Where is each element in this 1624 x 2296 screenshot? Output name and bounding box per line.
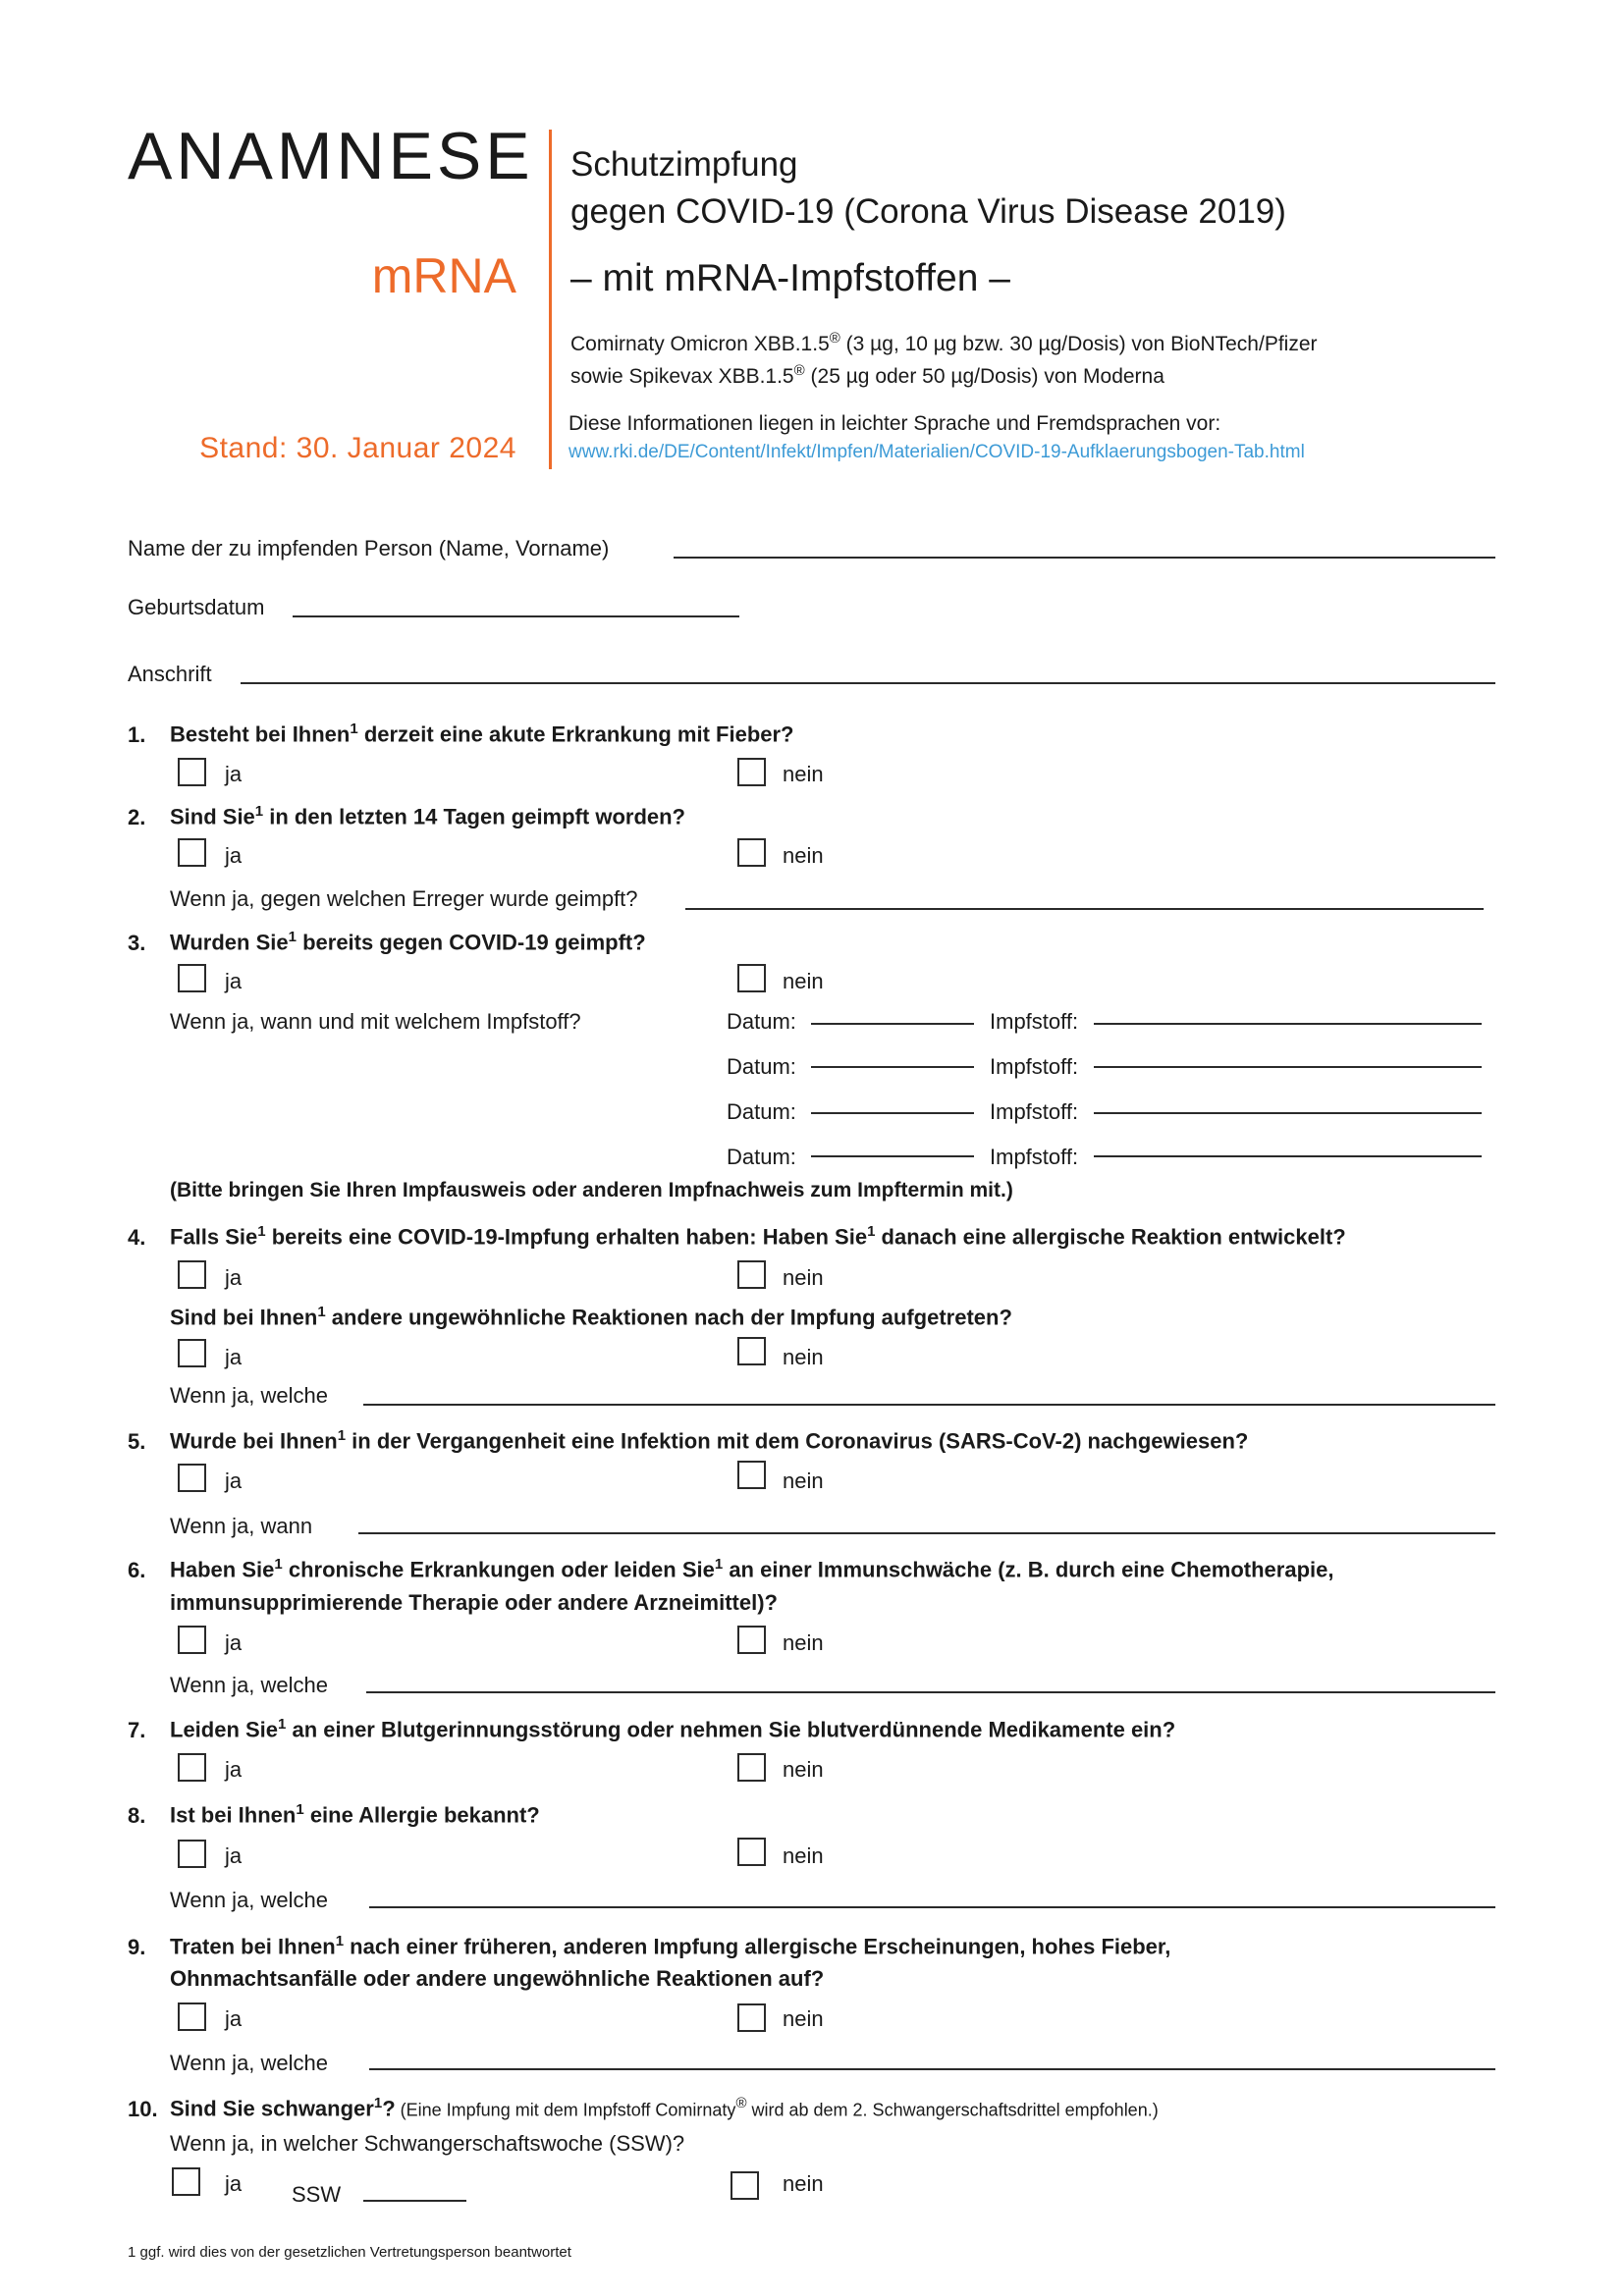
q5-no-checkbox[interactable] — [737, 1461, 766, 1489]
q1-no-label: nein — [783, 762, 824, 786]
heading-line-1: Schutzimpfung — [570, 145, 798, 184]
q3-date-field-4[interactable] — [811, 1155, 974, 1157]
q4-no-checkbox[interactable] — [737, 1260, 766, 1289]
q10-no-checkbox[interactable] — [731, 2171, 759, 2200]
question-9-text-line2: Ohnmachtsanfälle oder andere ungewöhnliche Reaktionen auf? — [170, 1966, 825, 1991]
q6-yes-checkbox[interactable] — [178, 1626, 206, 1654]
product-line-1: Comirnaty Omicron XBB.1.5® (3 µg, 10 µg bzw. 30 µg/Dosis) von BioNTech/Pfizer — [570, 330, 1318, 355]
q1-yes-checkbox[interactable] — [178, 758, 206, 786]
q3-date-field-2[interactable] — [811, 1066, 974, 1068]
q3-no-checkbox[interactable] — [737, 964, 766, 992]
q3-yes-checkbox[interactable] — [178, 964, 206, 992]
q2-no-checkbox[interactable] — [737, 838, 766, 867]
q8-followup-label: Wenn ja, welche — [170, 1888, 329, 1912]
q4b-yes-checkbox[interactable] — [178, 1339, 206, 1367]
question-10-text: Sind Sie schwanger$^1$? (Eine Impfung mit dem Impfstoff Comirnaty® wird ab dem 2. Schwangerschaftsdrittel empfohlen.) — [170, 2095, 1159, 2121]
birthdate-label: Geburtsdatum — [128, 595, 265, 619]
q10-yes-checkbox[interactable] — [172, 2167, 200, 2196]
q7-yes-checkbox[interactable] — [178, 1753, 206, 1782]
q4-followup-field[interactable] — [363, 1404, 1495, 1406]
birthdate-field[interactable] — [293, 615, 739, 617]
q8-yes-checkbox[interactable] — [178, 1840, 206, 1868]
q3-vaccine-field-3[interactable] — [1094, 1112, 1482, 1114]
q6-followup-field[interactable] — [366, 1691, 1495, 1693]
q9-yes-label: ja — [225, 2006, 243, 2031]
question-2-text: Sind Sie$^1$ in den letzten 14 Tagen geimpft worden? — [170, 803, 685, 829]
q3-vaccine-label: Impfstoff: — [990, 1009, 1079, 1034]
q3-no-label: nein — [783, 969, 824, 993]
q3-date-label: Datum: — [727, 1054, 796, 1079]
q5-yes-checkbox[interactable] — [178, 1464, 206, 1492]
q8-no-checkbox[interactable] — [737, 1838, 766, 1866]
header-divider — [549, 130, 552, 469]
q3-vaccine-field-2[interactable] — [1094, 1066, 1482, 1068]
q2-followup-label: Wenn ja, gegen welchen Erreger wurde geimpft? — [170, 886, 638, 911]
q9-no-label: nein — [783, 2006, 824, 2031]
q3-vaccine-label: Impfstoff: — [990, 1099, 1079, 1124]
info-text: Diese Informationen liegen in leichter Sprache und Fremdsprachen vor: — [568, 412, 1221, 435]
q5-followup-field[interactable] — [358, 1532, 1495, 1534]
question-8-text: Ist bei Ihnen$^1$ eine Allergie bekannt? — [170, 1801, 540, 1828]
q6-followup-label: Wenn ja, welche — [170, 1673, 329, 1697]
q3-yes-label: ja — [225, 969, 243, 993]
question-number: 9. — [128, 1935, 146, 1959]
q2-no-label: nein — [783, 843, 824, 868]
q2-followup-field[interactable] — [685, 908, 1484, 910]
question-number: 2. — [128, 805, 146, 829]
q7-yes-label: ja — [225, 1757, 243, 1782]
q10-no-label: nein — [783, 2171, 824, 2196]
question-5-text: Wurde bei Ihnen$^1$ in der Vergangenheit eine Infektion mit dem Coronavirus (SARS-CoV-2) nachgewiesen? — [170, 1427, 1249, 1454]
q4-yes-label: ja — [225, 1265, 243, 1290]
q4-no-label: nein — [783, 1265, 824, 1290]
q9-followup-label: Wenn ja, welche — [170, 2051, 329, 2075]
question-number: 7. — [128, 1718, 146, 1742]
question-7-text: Leiden Sie$^1$ an einer Blutgerinnungsstörung oder nehmen Sie blutverdünnende Medikamente ein? — [170, 1716, 1176, 1742]
question-number: 6. — [128, 1558, 146, 1582]
question-6-text: Haben Sie$^1$ chronische Erkrankungen oder leiden Sie$^1$ an einer Immunschwäche (z. B. durch eine Chemotherapie, — [170, 1556, 1334, 1582]
question-6-text-line2: immunsupprimierende Therapie oder andere Arzneimittel)? — [170, 1590, 778, 1615]
heading-line-2: gegen COVID-19 (Corona Virus Disease 2019) — [570, 192, 1286, 231]
question-number: 4. — [128, 1225, 146, 1250]
question-9-text: Traten bei Ihnen$^1$ nach einer früheren, anderen Impfung allergische Erscheinungen, hohes Fieber, — [170, 1933, 1171, 1959]
form-date: Stand: 30. Januar 2024 — [199, 432, 516, 464]
q7-no-checkbox[interactable] — [737, 1753, 766, 1782]
q7-no-label: nein — [783, 1757, 824, 1782]
q3-date-label: Datum: — [727, 1145, 796, 1169]
question-number: 3. — [128, 931, 146, 955]
name-label: Name der zu impfenden Person (Name, Vorname) — [128, 536, 610, 561]
q6-no-checkbox[interactable] — [737, 1626, 766, 1654]
product-line-2: sowie Spikevax XBB.1.5® (25 µg oder 50 µg/Dosis) von Moderna — [570, 362, 1164, 388]
q9-no-checkbox[interactable] — [737, 2003, 766, 2032]
q3-vaccine-field-4[interactable] — [1094, 1155, 1482, 1157]
heading-line-3: – mit mRNA-Impfstoffen – — [570, 257, 1010, 299]
info-link[interactable]: www.rki.de/DE/Content/Infekt/Impfen/Materialien/COVID-19-Aufklaerungsbogen-Tab.html — [568, 442, 1305, 462]
q3-note: (Bitte bringen Sie Ihren Impfausweis oder anderen Impfnachweis zum Impftermin mit.) — [170, 1179, 1013, 1201]
question-1-text: Besteht bei Ihnen$^1$ derzeit eine akute Erkrankung mit Fieber? — [170, 721, 794, 747]
question-4b-text: Sind bei Ihnen$^1$ andere ungewöhnliche Reaktionen nach der Impfung aufgetreten? — [170, 1304, 1012, 1330]
q5-no-label: nein — [783, 1468, 824, 1493]
q3-date-field-3[interactable] — [811, 1112, 974, 1114]
q3-vaccine-label: Impfstoff: — [990, 1054, 1079, 1079]
q4-followup-label: Wenn ja, welche — [170, 1383, 329, 1408]
q4b-yes-label: ja — [225, 1345, 243, 1369]
footnote: 1 ggf. wird dies von der gesetzlichen Vertretungsperson beantwortet — [128, 2244, 571, 2261]
ssw-label: SSW — [292, 2182, 342, 2207]
vaccine-type-tag: mRNA — [371, 248, 516, 303]
q10-yes-label: ja — [225, 2171, 243, 2196]
q3-vaccine-field-1[interactable] — [1094, 1023, 1482, 1025]
q1-yes-label: ja — [225, 762, 243, 786]
q4-yes-checkbox[interactable] — [178, 1260, 206, 1289]
question-3-text: Wurden Sie$^1$ bereits gegen COVID-19 geimpft? — [170, 929, 646, 955]
q8-followup-field[interactable] — [369, 1906, 1495, 1908]
q3-date-label: Datum: — [727, 1099, 796, 1124]
question-4-text: Falls Sie$^1$ bereits eine COVID-19-Impfung erhalten haben: Haben Sie$^1$ danach eine allergische Reaktion entwickelt? — [170, 1223, 1346, 1250]
q8-yes-label: ja — [225, 1843, 243, 1868]
q4b-no-checkbox[interactable] — [737, 1337, 766, 1365]
q3-followup-label: Wenn ja, wann und mit welchem Impfstoff? — [170, 1009, 581, 1034]
q2-yes-checkbox[interactable] — [178, 838, 206, 867]
q10-followup-label: Wenn ja, in welcher Schwangerschaftswoche (SSW)? — [170, 2131, 685, 2156]
q1-no-checkbox[interactable] — [737, 758, 766, 786]
q2-yes-label: ja — [225, 843, 243, 868]
question-number: 5. — [128, 1429, 146, 1454]
question-number: 8. — [128, 1803, 146, 1828]
name-field[interactable] — [674, 557, 1495, 559]
q3-date-field-1[interactable] — [811, 1023, 974, 1025]
q3-vaccine-label: Impfstoff: — [990, 1145, 1079, 1169]
q6-no-label: nein — [783, 1630, 824, 1655]
q6-yes-label: ja — [225, 1630, 243, 1655]
form-title: ANAMNESE — [128, 119, 534, 193]
q4b-no-label: nein — [783, 1345, 824, 1369]
q9-followup-field[interactable] — [369, 2068, 1495, 2070]
q5-yes-label: ja — [225, 1468, 243, 1493]
question-number: 1. — [128, 722, 146, 747]
q5-followup-label: Wenn ja, wann — [170, 1514, 313, 1538]
address-field[interactable] — [241, 682, 1495, 684]
ssw-field[interactable] — [363, 2200, 466, 2202]
q9-yes-checkbox[interactable] — [178, 2002, 206, 2031]
question-number: 10. — [128, 2097, 158, 2121]
q3-date-label: Datum: — [727, 1009, 796, 1034]
address-label: Anschrift — [128, 662, 212, 686]
q8-no-label: nein — [783, 1843, 824, 1868]
